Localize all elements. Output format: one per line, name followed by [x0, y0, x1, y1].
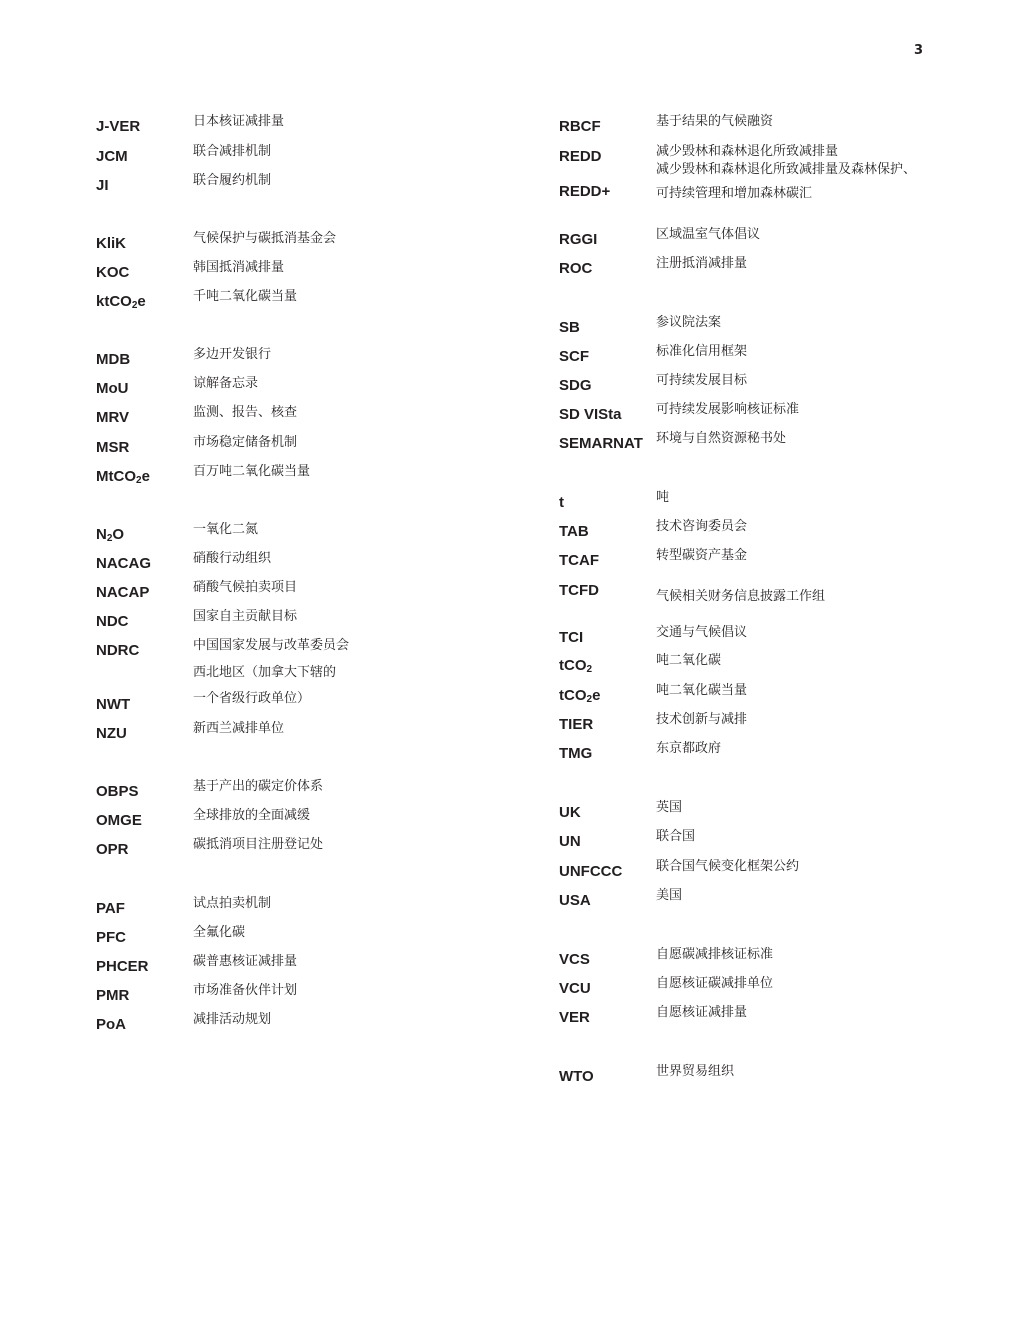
glossary-abbreviation: tCO$_2$e — [559, 687, 601, 705]
glossary-definition: 自愿核证碳减排单位 — [656, 976, 774, 991]
glossary-abbreviation: NZU — [96, 725, 127, 742]
glossary-abbreviation: NDC — [96, 613, 129, 630]
glossary-definition: 中国国家发展与改革委员会 — [193, 638, 350, 653]
glossary-definition: 自愿核证减排量 — [656, 1005, 748, 1020]
glossary-abbreviation: SEMARNAT — [559, 435, 643, 452]
glossary-abbreviation: SD VISta — [559, 406, 622, 423]
glossary-abbreviation: RGGI — [559, 231, 598, 248]
glossary-definition: 气候保护与碳抵消基金会 — [193, 231, 337, 246]
glossary-abbreviation: VCU — [559, 980, 591, 997]
glossary-definition: 全氟化碳 — [193, 925, 246, 940]
glossary-definition: 减少毁林和森林退化所致减排量 — [656, 144, 839, 159]
glossary-abbreviation: NDRC — [96, 642, 140, 659]
glossary-definition: 技术咨询委员会 — [656, 519, 748, 534]
glossary-abbreviation: PMR — [96, 987, 130, 1004]
glossary-definition: 技术创新与减排 — [656, 712, 748, 727]
glossary-abbreviation: PoA — [96, 1016, 126, 1033]
glossary-definition: 吨二氧化碳 — [656, 653, 722, 668]
glossary-definition: 参议院法案 — [656, 315, 722, 330]
glossary-abbreviation: REDD+ — [559, 183, 611, 200]
glossary-abbreviation: NACAP — [96, 584, 150, 601]
glossary-abbreviation: ROC — [559, 260, 593, 277]
glossary-abbreviation: J-VER — [96, 118, 141, 135]
glossary-definition: 区域温室气体倡议 — [656, 227, 761, 242]
glossary-abbreviation: TAB — [559, 523, 589, 540]
glossary-definition: 联合国气候变化框架公约 — [656, 859, 800, 874]
glossary-definition: 世界贸易组织 — [656, 1064, 735, 1079]
glossary-definition: 百万吨二氧化碳当量 — [193, 464, 311, 479]
glossary-abbreviation: VER — [559, 1009, 590, 1026]
glossary-abbreviation: NACAG — [96, 555, 151, 572]
glossary-definition: 全球排放的全面减缓 — [193, 808, 311, 823]
glossary-definition: 交通与气候倡议 — [656, 625, 748, 640]
glossary-abbreviation: SCF — [559, 348, 589, 365]
glossary-abbreviation: JCM — [96, 148, 128, 165]
glossary-abbreviation: MtCO$_2$e — [96, 468, 150, 486]
glossary-definition: 一氧化二氮 — [193, 522, 259, 537]
glossary-definition: 美国 — [656, 888, 683, 903]
glossary-definition: 注册抵消减排量 — [656, 256, 748, 271]
glossary-abbreviation: UN — [559, 833, 581, 850]
glossary-definition: 新西兰减排单位 — [193, 721, 285, 736]
glossary-abbreviation: $N_2O$ — [96, 526, 125, 544]
glossary-definition: 一个省级行政单位） — [193, 691, 311, 706]
glossary-definition: 转型碳资产基金 — [656, 548, 748, 563]
glossary-definition: 基于结果的气候融资 — [656, 114, 774, 129]
glossary-abbreviation: KOC — [96, 264, 130, 281]
glossary-abbreviation: MSR — [96, 439, 130, 456]
glossary-abbreviation: TMG — [559, 745, 593, 762]
glossary-abbreviation: KliK — [96, 235, 126, 252]
glossary-abbreviation: PFC — [96, 929, 126, 946]
glossary-abbreviation: JI — [96, 177, 109, 194]
glossary-definition: 自愿碳减排核证标准 — [656, 947, 774, 962]
glossary-abbreviation: WTO — [559, 1068, 594, 1085]
glossary-definition: 联合履约机制 — [193, 173, 272, 188]
glossary-abbreviation: TCFD — [559, 582, 599, 599]
glossary-definition: 环境与自然资源秘书处 — [656, 431, 787, 446]
glossary-abbreviation: OBPS — [96, 783, 139, 800]
glossary-definition: 国家自主贡献目标 — [193, 609, 298, 624]
glossary-abbreviation: SB — [559, 319, 580, 336]
glossary-abbreviation: MoU — [96, 380, 129, 397]
glossary-definition: 千吨二氧化碳当量 — [193, 289, 298, 304]
glossary-abbreviation: PAF — [96, 900, 125, 917]
glossary-abbreviation: RBCF — [559, 118, 601, 135]
glossary-definition: 硝酸气候拍卖项目 — [193, 580, 298, 595]
glossary-abbreviation: TIER — [559, 716, 594, 733]
glossary-abbreviation: OPR — [96, 841, 129, 858]
glossary-abbreviation: OMGE — [96, 812, 142, 829]
glossary-definition: 试点拍卖机制 — [193, 896, 272, 911]
glossary-definition: 监测、报告、核查 — [193, 405, 298, 420]
glossary-definition: 多边开发银行 — [193, 347, 272, 362]
glossary-abbreviation: REDD — [559, 148, 602, 165]
glossary-abbreviation: t — [559, 494, 564, 511]
glossary-abbreviation: USA — [559, 892, 591, 909]
page-number: 3 — [914, 43, 924, 58]
glossary-definition: 东京都政府 — [656, 741, 722, 756]
glossary-abbreviation: SDG — [559, 377, 592, 394]
glossary-definition: 日本核证减排量 — [193, 114, 285, 129]
glossary-definition: 气候相关财务信息披露工作组 — [656, 589, 826, 604]
glossary-definition: 减排活动规划 — [193, 1012, 272, 1027]
glossary-abbreviation: MRV — [96, 409, 130, 426]
glossary-definition: 联合国 — [656, 829, 696, 844]
glossary-abbreviation: MDB — [96, 351, 131, 368]
glossary-abbreviation: NWT — [96, 696, 131, 713]
glossary-definition: 可持续发展目标 — [656, 373, 748, 388]
glossary-abbreviation: UNFCCC — [559, 863, 623, 880]
glossary-abbreviation: UK — [559, 804, 581, 821]
glossary-definition: 联合减排机制 — [193, 144, 272, 159]
glossary-abbreviation: VCS — [559, 951, 590, 968]
glossary-definition: 英国 — [656, 800, 683, 815]
glossary-definition: 标准化信用框架 — [656, 344, 748, 359]
glossary-definition: 市场准备伙伴计划 — [193, 983, 298, 998]
glossary-definition: 市场稳定储备机制 — [193, 435, 298, 450]
glossary-definition: 吨二氧化碳当量 — [656, 683, 748, 698]
glossary-definition: 减少毁林和森林退化所致减排量及森林保护、 — [656, 162, 917, 177]
glossary-definition: 可持续发展影响核证标准 — [656, 402, 800, 417]
glossary-abbreviation: ktCO$_2$e — [96, 293, 146, 311]
glossary-definition: 基于产出的碳定价体系 — [193, 779, 324, 794]
glossary-definition: 韩国抵消减排量 — [193, 260, 285, 275]
glossary-definition: 西北地区（加拿大下辖的 — [193, 665, 337, 680]
glossary-abbreviation: PHCER — [96, 958, 149, 975]
glossary-abbreviation: TCAF — [559, 552, 599, 569]
glossary-definition: 可持续管理和增加森林碳汇 — [656, 186, 813, 201]
glossary-definition: 硝酸行动组织 — [193, 551, 272, 566]
glossary-definition: 吨 — [656, 490, 670, 505]
glossary-abbreviation: tCO$_2$ — [559, 657, 593, 675]
glossary-definition: 碳抵消项目注册登记处 — [193, 837, 324, 852]
glossary-definition: 谅解备忘录 — [193, 376, 259, 391]
glossary-definition: 碳普惠核证减排量 — [193, 954, 298, 969]
glossary-abbreviation: TCI — [559, 629, 584, 646]
